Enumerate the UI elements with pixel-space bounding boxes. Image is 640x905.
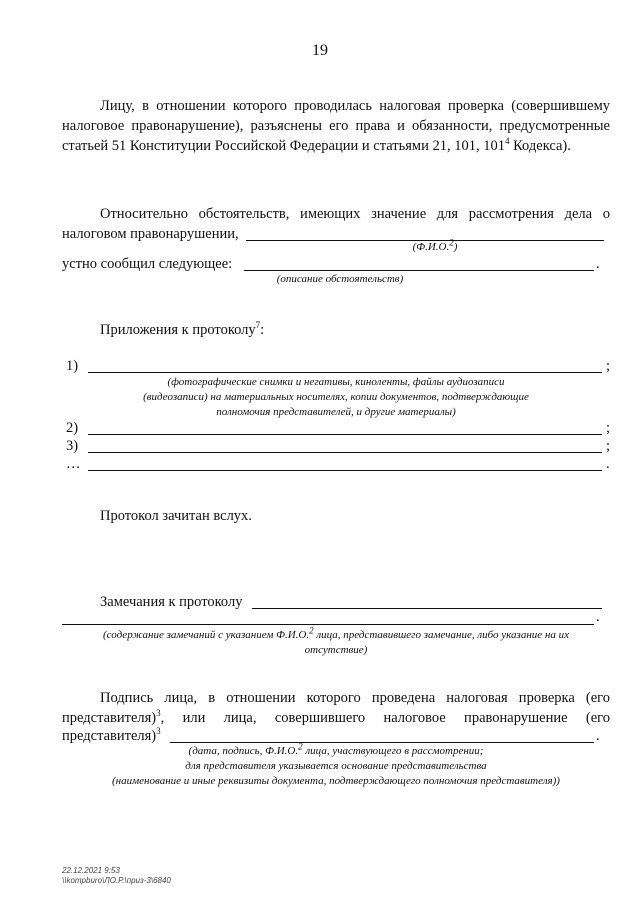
signature-line-1: Подпись лица, в отношении которого проведена налоговая проверка (его xyxy=(100,690,610,706)
rights-paragraph-line-2: налоговое правонарушение), разъяснены его права и обязанности, предусмотренные xyxy=(62,118,610,134)
signature-end: . xyxy=(596,728,600,744)
fio-caption: (Ф.И.О.$^2$) xyxy=(412,237,458,253)
attachment-number-2: 2) xyxy=(66,420,79,436)
attachment-number-1: 1) xyxy=(66,358,79,374)
attachment-blank-3[interactable] xyxy=(88,452,602,453)
attachment-end-2: ; xyxy=(606,420,611,436)
attachments-caption-line-3: полномочия представителей, и другие материалы) xyxy=(216,406,456,418)
remarks-label: Замечания к протоколу xyxy=(100,594,243,610)
page-number: 19 xyxy=(312,42,328,59)
signature-caption-line-3: (наименование и иные реквизиты документа, подтверждающего полномочия представителя)) xyxy=(112,775,560,787)
attachment-number-3: 3) xyxy=(66,438,79,454)
attachments-caption-line-2: (видеозаписи) на материальных носителях, копии документов, подтверждающие xyxy=(143,391,529,403)
attachment-blank-more[interactable] xyxy=(88,470,602,471)
attachment-end-3: ; xyxy=(606,438,611,454)
remarks-end: . xyxy=(596,609,600,625)
attachment-blank-1[interactable] xyxy=(88,372,602,373)
circumstances-label: налоговом правонарушении, xyxy=(62,226,239,242)
attachment-end-1: ; xyxy=(606,358,611,374)
attachment-number-more: … xyxy=(66,456,81,472)
signature-line-2: представителя)$^3$, или лица, совершившего налоговое правонарушение (его xyxy=(62,708,610,726)
signature-caption-line-1: (дата, подпись, Ф.И.О.$^2$ лица, участвующего в рассмотрении; xyxy=(188,741,484,757)
signature-caption-line-2: для представителя указывается основание представительства xyxy=(185,760,487,772)
footer-file-path: \\kompburo\ЛО.Р.\приз-3\6840 xyxy=(62,876,171,885)
oral-statement-label: устно сообщил следующее: xyxy=(62,256,233,272)
attachments-caption-line-1: (фотографические снимки и негативы, киноленты, файлы аудиозаписи xyxy=(167,376,505,388)
footer-timestamp: 22.12.2021 9:53 xyxy=(62,866,120,875)
read-aloud-statement: Протокол зачитан вслух. xyxy=(100,508,252,524)
description-caption: (описание обстоятельств) xyxy=(276,273,404,285)
attachment-end-more: . xyxy=(606,456,610,472)
signature-blank-line[interactable] xyxy=(170,742,594,743)
remarks-blank-line-2[interactable] xyxy=(62,624,594,625)
remarks-caption-line-1: (содержание замечаний с указанием Ф.И.О.$^2$ лица, представившего замечание, либо указание на их xyxy=(102,625,569,641)
rights-paragraph-line-3: статьей 51 Конституции Российской Федерации и статьями 21, 101, $101^4$ Кодекса). xyxy=(62,136,571,154)
statement-blank-line[interactable] xyxy=(244,270,594,271)
statement-end: . xyxy=(596,256,600,272)
rights-paragraph-line-1: Лицу, в отношении которого проводилась налоговая проверка (совершившему xyxy=(100,98,610,114)
remarks-caption-line-2: отсутствие) xyxy=(304,644,368,656)
attachments-label: Приложения к протоколу$^7$: xyxy=(100,320,265,338)
remarks-blank-line-1[interactable] xyxy=(252,608,602,609)
circumstances-line-1: Относительно обстоятельств, имеющих значение для рассмотрения дела о xyxy=(100,206,610,222)
attachment-blank-2[interactable] xyxy=(88,434,602,435)
signature-line-3: представителя)$^3$ xyxy=(62,726,161,744)
